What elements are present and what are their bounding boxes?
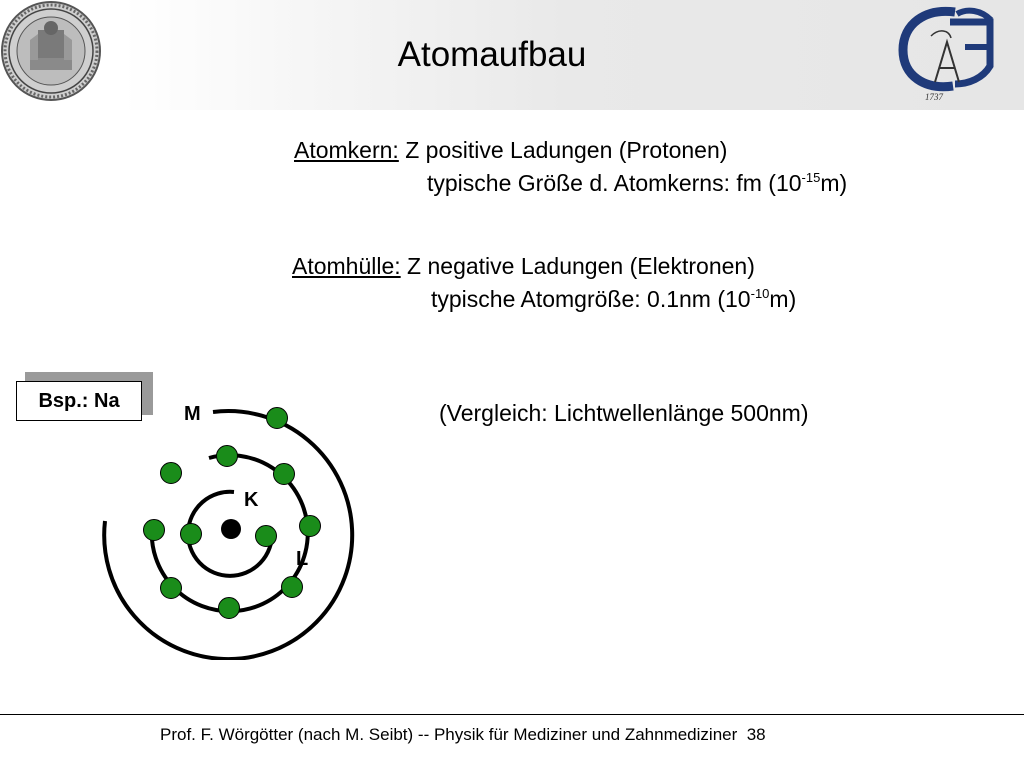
shell-label-l: L (296, 548, 309, 570)
atomkern-size-exponent: -15 (801, 170, 821, 185)
slide-header (0, 0, 1024, 110)
electron (217, 446, 238, 467)
atomkern-text: Z positive Ladungen (Protonen) (398, 137, 728, 163)
electron (181, 524, 202, 545)
electron (161, 578, 182, 599)
atomkern-size-prefix: typische Größe d. Atomkerns: fm (10 (427, 170, 802, 196)
electron (274, 464, 295, 485)
electrons (144, 408, 321, 619)
nucleus (221, 519, 241, 539)
footer-divider (0, 714, 1024, 715)
example-box: Bsp.: Na (16, 381, 142, 421)
atomkern-line (294, 136, 727, 164)
atomhuelle-size (431, 285, 796, 313)
atomhuelle-size-prefix: typische Atomgröße: 0.1nm (10 (431, 286, 751, 312)
atomhuelle-text: Z negative Ladungen (Elektronen) (400, 253, 755, 279)
electron (161, 463, 182, 484)
footer-text: Prof. F. Wörgötter (nach M. Seibt) -- Physik für Mediziner und Zahnmediziner (160, 725, 738, 744)
atomkern-label: Atomkern: (294, 137, 399, 163)
electron (300, 516, 321, 537)
electron (282, 577, 303, 598)
atomhuelle-size-exponent: -10 (750, 286, 770, 301)
logo-year: 1737 (925, 92, 943, 102)
electron (219, 598, 240, 619)
electron (144, 520, 165, 541)
electron (267, 408, 288, 429)
shell-label-m: M (184, 403, 201, 425)
atomkern-size-suffix: m) (820, 170, 848, 196)
comparison-text: (Vergleich: Lichtwellenlänge 500nm) (439, 400, 809, 426)
sodium-atom-diagram (100, 395, 360, 660)
page-number: 38 (746, 725, 766, 744)
university-seal-icon (0, 0, 102, 102)
slide-title: Atomaufbau (397, 35, 587, 74)
footer (160, 724, 766, 746)
atomhuelle-line (292, 252, 755, 280)
university-logo-icon (895, 2, 1005, 102)
atomkern-size (427, 169, 847, 197)
electron (256, 526, 277, 547)
atomhuelle-label: Atomhülle: (292, 253, 401, 279)
shell-label-k: K (244, 489, 259, 511)
atomhuelle-size-suffix: m) (769, 286, 797, 312)
